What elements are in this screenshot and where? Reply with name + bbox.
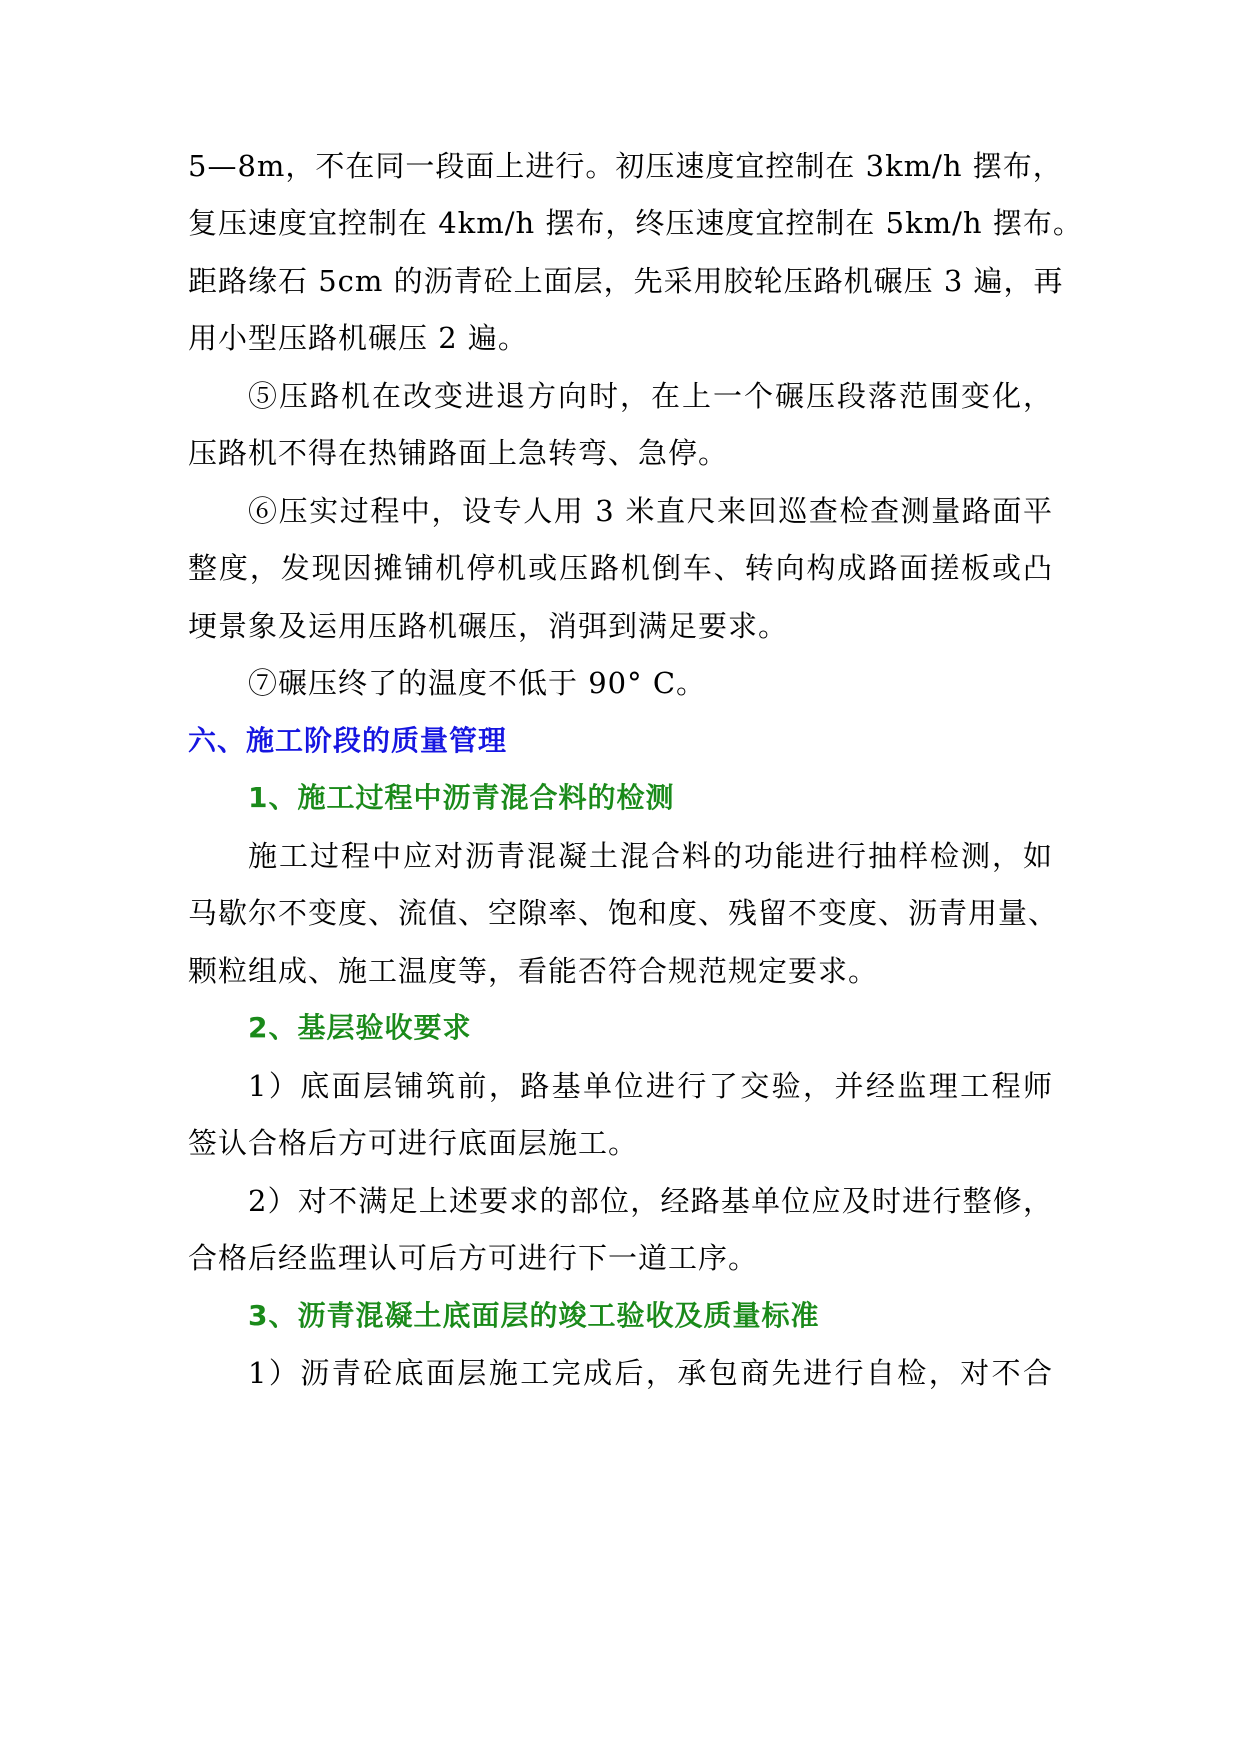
paragraph-line: 2）对不满足上述要求的部位，经路基单位应及时进行整修，	[248, 1184, 1053, 1218]
paragraph-line: ⑤压路机在改变进退方向时，在上一个碾压段落范围变化，	[248, 379, 1053, 413]
paragraph-line: 1）沥青砼底面层施工完成后，承包商先进行自检，对不合	[248, 1356, 1053, 1390]
paragraph-line: ⑦碾压终了的温度不低于 90° C。	[248, 666, 707, 700]
paragraph-line: ⑥压实过程中，设专人用 3 米直尺来回巡查检查测量路面平	[248, 494, 1053, 528]
paragraph-line: 合格后经监理认可后方可进行下一道工序。	[188, 1241, 759, 1275]
paragraph-line: 距路缘石 5cm 的沥青砼上面层，先采用胶轮压路机碾压 3 遍，再	[188, 264, 1064, 298]
paragraph-line: 压路机不得在热铺路面上急转弯、急停。	[188, 436, 729, 470]
paragraph-line: 5—8m，不在同一段面上进行。初压速度宜控制在 3km/h 摆布，	[188, 149, 1063, 183]
paragraph-line: 颗粒组成、施工温度等，看能否符合规范规定要求。	[188, 954, 879, 988]
paragraph-line: 施工过程中应对沥青混凝土混合料的功能进行抽样检测，如	[248, 839, 1053, 873]
sub-heading: 2、基层验收要求	[248, 1011, 472, 1044]
sub-heading: 1、施工过程中沥青混合料的检测	[248, 781, 675, 814]
section-heading: 六、施工阶段的质量管理	[188, 724, 508, 757]
sub-heading: 3、沥青混凝土底面层的竣工验收及质量标准	[248, 1299, 820, 1332]
paragraph-line: 马歇尔不变度、流值、空隙率、饱和度、残留不变度、沥青用量、	[188, 896, 1059, 930]
paragraph-line: 用小型压路机碾压 2 遍。	[188, 321, 528, 355]
paragraph-line: 复压速度宜控制在 4km/h 摆布，终压速度宜控制在 5km/h 摆布。	[188, 206, 1083, 240]
paragraph-line: 1）底面层铺筑前，路基单位进行了交验，并经监理工程师	[248, 1069, 1053, 1103]
paragraph-line: 整度，发现因摊铺机停机或压路机倒车、转向构成路面搓板或凸	[188, 551, 1053, 585]
paragraph-line: 埂景象及运用压路机碾压，消弭到满足要求。	[188, 609, 789, 643]
paragraph-line: 签认合格后方可进行底面层施工。	[188, 1126, 639, 1160]
